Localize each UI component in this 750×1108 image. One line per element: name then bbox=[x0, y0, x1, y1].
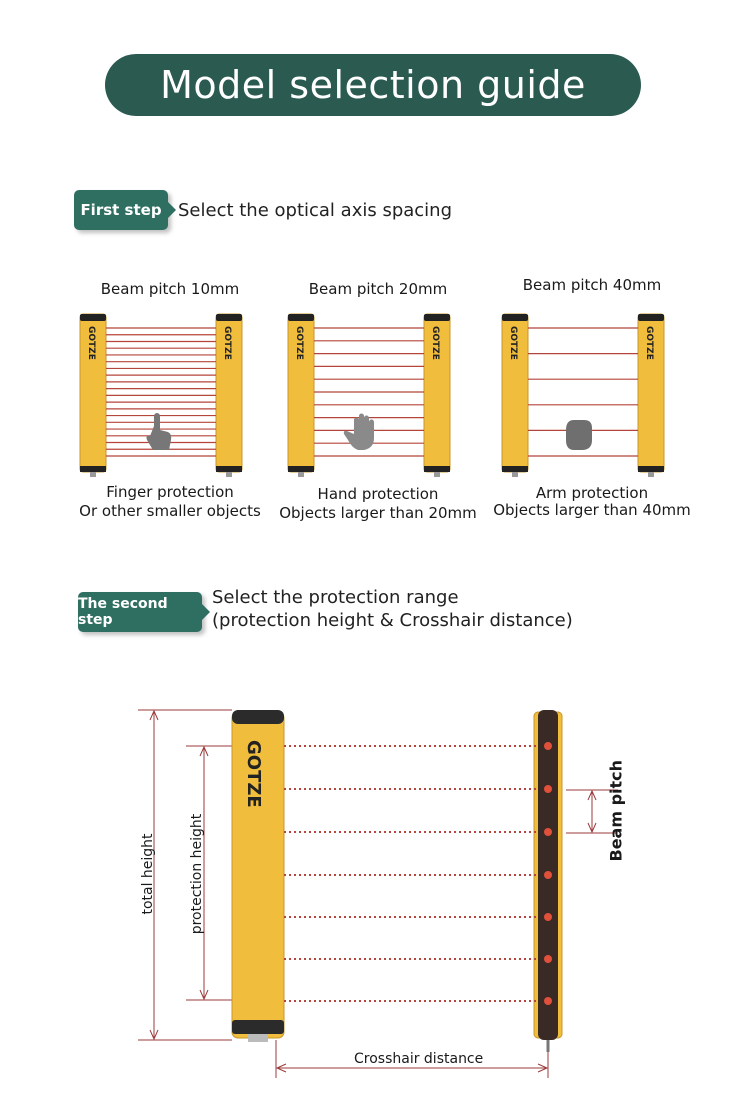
receiver-led bbox=[544, 785, 552, 793]
receiver-led bbox=[544, 742, 552, 750]
emitter-connector bbox=[512, 472, 518, 477]
receiver-cap-bottom bbox=[638, 466, 664, 472]
panel-40mm bbox=[492, 270, 692, 530]
step-two-line1: Select the protection range bbox=[212, 587, 459, 608]
total-height-label: total height bbox=[140, 833, 156, 915]
hand-icon bbox=[344, 414, 374, 451]
receiver-led bbox=[544, 913, 552, 921]
emitter-cap-bottom bbox=[232, 1020, 284, 1034]
finger-icon bbox=[146, 413, 171, 450]
beam-pitch-label: Beam pitch bbox=[606, 759, 626, 862]
receiver-connector bbox=[434, 472, 440, 477]
emitter-connector bbox=[90, 472, 96, 477]
receiver-led bbox=[544, 997, 552, 1005]
emitter-cap-top bbox=[232, 710, 284, 724]
page-title: Model selection guide bbox=[105, 54, 641, 116]
receiver-led bbox=[544, 955, 552, 963]
panel-caption-1: Finger protection bbox=[106, 483, 234, 501]
receiver-cap-top bbox=[638, 314, 664, 321]
panel-caption-2: Or other smaller objects bbox=[79, 502, 261, 520]
panel-caption-2: Objects larger than 20mm bbox=[279, 504, 477, 522]
brand-logo: GOTZE bbox=[430, 326, 440, 360]
emitter-connector bbox=[298, 472, 304, 477]
emitter-cap-bottom bbox=[502, 466, 528, 472]
emitter-cap-top bbox=[80, 314, 106, 321]
panel-title: Beam pitch 40mm bbox=[522, 276, 662, 294]
emitter-cap-bottom bbox=[80, 466, 106, 472]
receiver-cap-top bbox=[216, 314, 242, 321]
step-two-line2: (protection height & Crosshair distance) bbox=[212, 610, 573, 631]
light-curtain-40mm bbox=[492, 310, 692, 480]
step-one-badge: First step bbox=[74, 190, 168, 230]
panel-20mm bbox=[278, 270, 478, 530]
fist-icon bbox=[566, 420, 592, 450]
crosshair-distance-label: Crosshair distance bbox=[354, 1051, 484, 1067]
brand-logo: GOTZE bbox=[644, 326, 654, 360]
brand-logo: GOTZE bbox=[243, 740, 264, 808]
emitter-cap-top bbox=[502, 314, 528, 321]
emitter-connector bbox=[248, 1034, 268, 1042]
protection-height-label: protection height bbox=[189, 813, 205, 935]
receiver-cap-bottom bbox=[424, 466, 450, 472]
brand-logo: GOTZE bbox=[86, 326, 96, 360]
light-curtain-10mm bbox=[70, 310, 270, 480]
receiver-cap-bottom bbox=[216, 466, 242, 472]
receiver-connector bbox=[226, 472, 232, 477]
panel-title: Beam pitch 20mm bbox=[308, 280, 448, 298]
step-one-text: Select the optical axis spacing bbox=[178, 200, 453, 221]
brand-logo: GOTZE bbox=[222, 326, 232, 360]
brand-logo: GOTZE bbox=[294, 326, 304, 360]
receiver-led bbox=[544, 828, 552, 836]
receiver-led bbox=[544, 871, 552, 879]
panel-title: Beam pitch 10mm bbox=[100, 280, 240, 298]
panel-caption-1: Hand protection bbox=[317, 485, 439, 503]
emitter-cap-top bbox=[288, 314, 314, 321]
brand-logo: GOTZE bbox=[508, 326, 518, 360]
light-curtain-20mm bbox=[278, 310, 478, 480]
panel-caption-2: Objects larger than 40mm bbox=[493, 501, 691, 519]
receiver-connector bbox=[648, 472, 654, 477]
panel-caption-1: Arm protection bbox=[535, 484, 649, 502]
step-two-badge: The second step bbox=[78, 592, 202, 632]
emitter-cap-bottom bbox=[288, 466, 314, 472]
panel-10mm bbox=[70, 270, 270, 530]
receiver-cap-top bbox=[424, 314, 450, 321]
